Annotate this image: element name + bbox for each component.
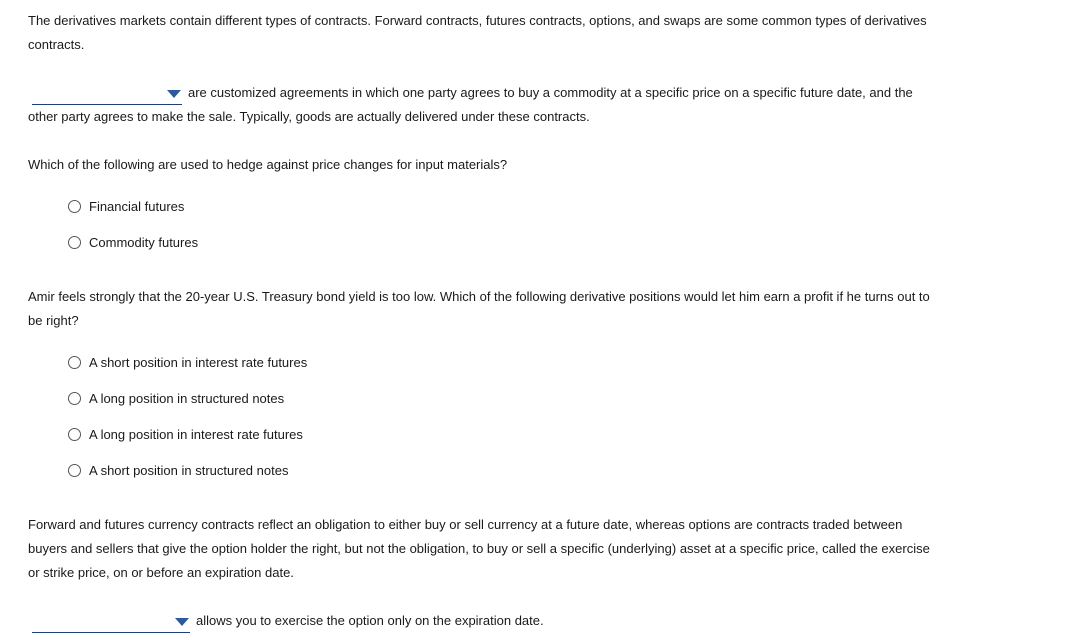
option-label: A long position in structured notes — [89, 391, 285, 406]
option-long-structured-notes[interactable] — [68, 391, 284, 406]
option-commodity-futures[interactable] — [68, 235, 198, 250]
option-long-interest-rate-futures[interactable] — [68, 427, 303, 442]
intro-text: The derivatives markets contain different types of contracts. Forward contracts, futures contracts, options, and swaps are some common types of derivatives contracts. — [28, 13, 927, 52]
amir-question-text: Amir feels strongly that the 20-year U.S. Treasury bond yield is too low. Which of the following derivative positions would let him earn a profit if he turns out to be right? — [28, 289, 930, 328]
hedge-question-text: Which of the following are used to hedge against price changes for input materials? — [28, 157, 508, 172]
contract-type-dropdown[interactable] — [32, 83, 182, 105]
radio-button[interactable] — [68, 428, 81, 441]
currency-text: Forward and futures currency contracts reflect an obligation to either buy or sell currency at a future date, whereas options are contracts traded between buyers and sellers that give the option holder the right, but not the obligation, to buy or sell a specific (underlying) asset at a specific price, called the exercise or strike price, on or before an expiration date. — [28, 517, 930, 580]
option-label: Commodity futures — [89, 235, 199, 250]
intro-paragraph — [28, 9, 939, 57]
expiration-option-question — [28, 609, 939, 633]
option-label: A short position in interest rate futures — [89, 355, 308, 370]
radio-button[interactable] — [68, 200, 81, 213]
chevron-down-icon — [175, 618, 189, 626]
currency-paragraph — [28, 513, 939, 585]
option-short-structured-notes[interactable] — [68, 463, 288, 478]
option-label: A short position in structured notes — [89, 463, 289, 478]
radio-button[interactable] — [68, 356, 81, 369]
option-label: Financial futures — [89, 199, 185, 214]
hedge-question — [28, 153, 939, 177]
radio-button[interactable] — [68, 392, 81, 405]
radio-button[interactable] — [68, 464, 81, 477]
forward-question-text: are customized agreements in which one party agrees to buy a commodity at a specific price on a specific future date, and the other party agrees to make the sale. Typically, goods are actually delivered under these contracts. — [28, 85, 913, 124]
option-financial-futures[interactable] — [68, 199, 184, 214]
chevron-down-icon — [167, 90, 181, 98]
option-type-dropdown[interactable] — [32, 611, 190, 633]
expiration-question-text: allows you to exercise the option only on the expiration date. — [196, 613, 544, 628]
forward-contracts-question — [28, 81, 939, 129]
amir-question — [28, 285, 939, 333]
radio-button[interactable] — [68, 236, 81, 249]
option-label: A long position in interest rate futures — [89, 427, 303, 442]
option-short-interest-rate-futures[interactable] — [68, 355, 307, 370]
